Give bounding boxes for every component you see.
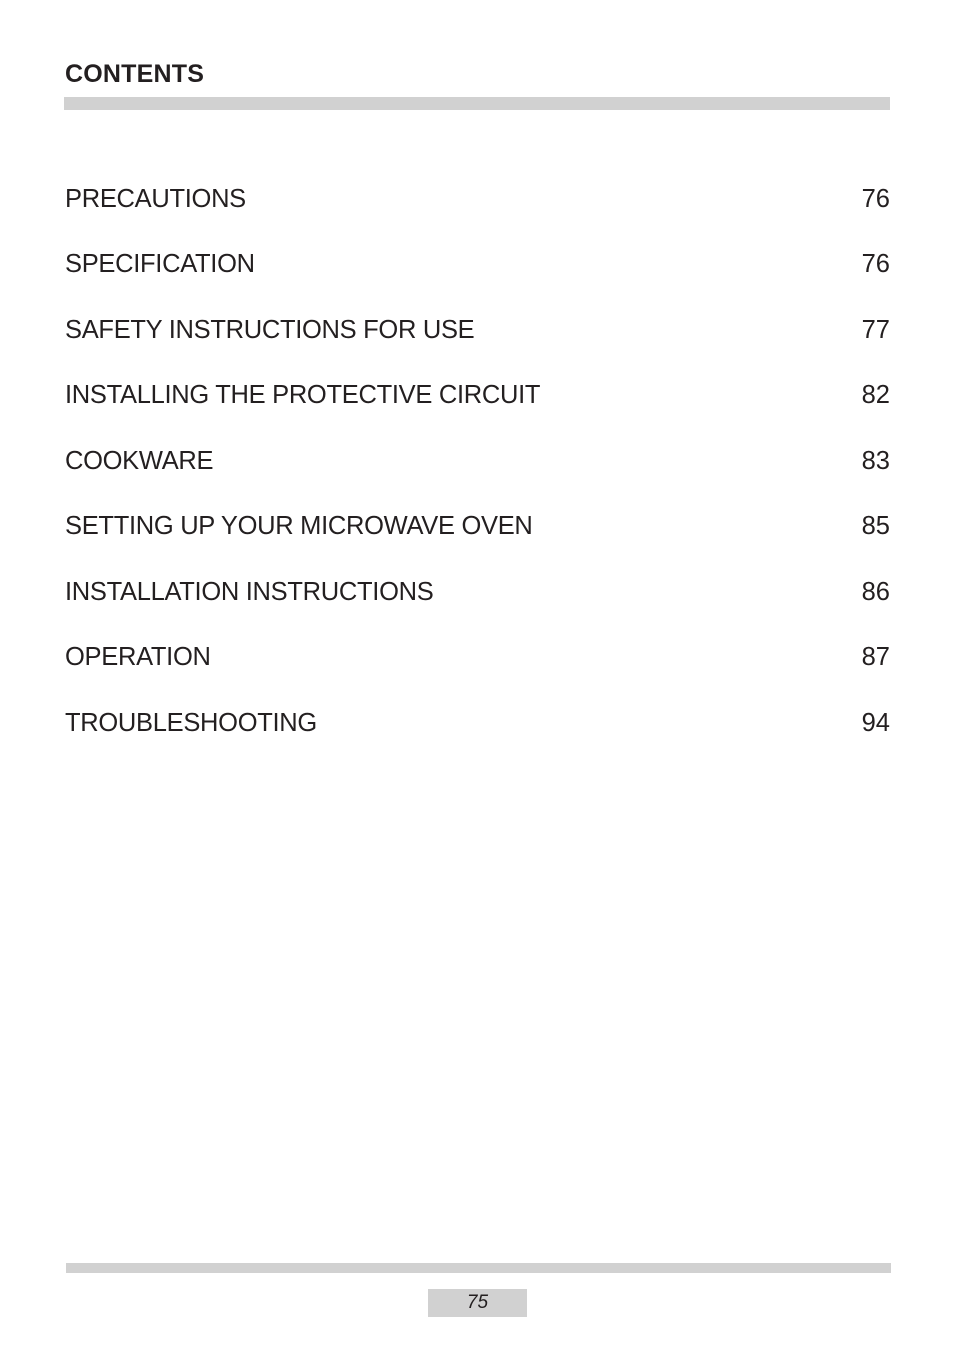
page-number: 75	[428, 1289, 527, 1317]
toc-entry-page: 76	[861, 250, 890, 279]
toc-entry-safety-instructions[interactable]	[65, 297, 890, 363]
toc-entry-page: 82	[861, 381, 890, 410]
toc-entry-label: OPERATION	[65, 643, 211, 672]
footer-divider	[66, 1263, 891, 1273]
toc-entry-label: PRECAUTIONS	[65, 184, 246, 213]
toc-entry-label: INSTALLATION INSTRUCTIONS	[65, 577, 434, 606]
table-of-contents	[65, 166, 890, 756]
header-divider	[64, 97, 890, 110]
toc-entry-operation[interactable]	[65, 625, 890, 691]
toc-entry-page: 76	[861, 184, 890, 213]
toc-entry-label: SPECIFICATION	[65, 250, 255, 279]
toc-entry-page: 86	[861, 577, 890, 606]
toc-entry-page: 85	[861, 512, 890, 541]
toc-entry-label: INSTALLING THE PROTECTIVE CIRCUIT	[65, 381, 541, 410]
toc-entry-installation[interactable]	[65, 559, 890, 625]
toc-entry-precautions[interactable]	[65, 166, 890, 232]
toc-entry-label: SETTING UP YOUR MICROWAVE OVEN	[65, 512, 533, 541]
page-title: CONTENTS	[65, 60, 205, 88]
toc-entry-page: 83	[861, 446, 890, 475]
toc-entry-specification[interactable]	[65, 232, 890, 298]
toc-entry-cookware[interactable]	[65, 428, 890, 494]
toc-entry-page: 77	[861, 315, 890, 344]
toc-entry-page: 94	[861, 708, 890, 737]
toc-entry-label: COOKWARE	[65, 446, 214, 475]
toc-entry-label: TROUBLESHOOTING	[65, 708, 317, 737]
toc-entry-label: SAFETY INSTRUCTIONS FOR USE	[65, 315, 475, 344]
toc-entry-setting-up[interactable]	[65, 494, 890, 560]
toc-entry-page: 87	[861, 643, 890, 672]
toc-entry-troubleshooting[interactable]	[65, 690, 890, 756]
toc-entry-protective-circuit[interactable]	[65, 363, 890, 429]
